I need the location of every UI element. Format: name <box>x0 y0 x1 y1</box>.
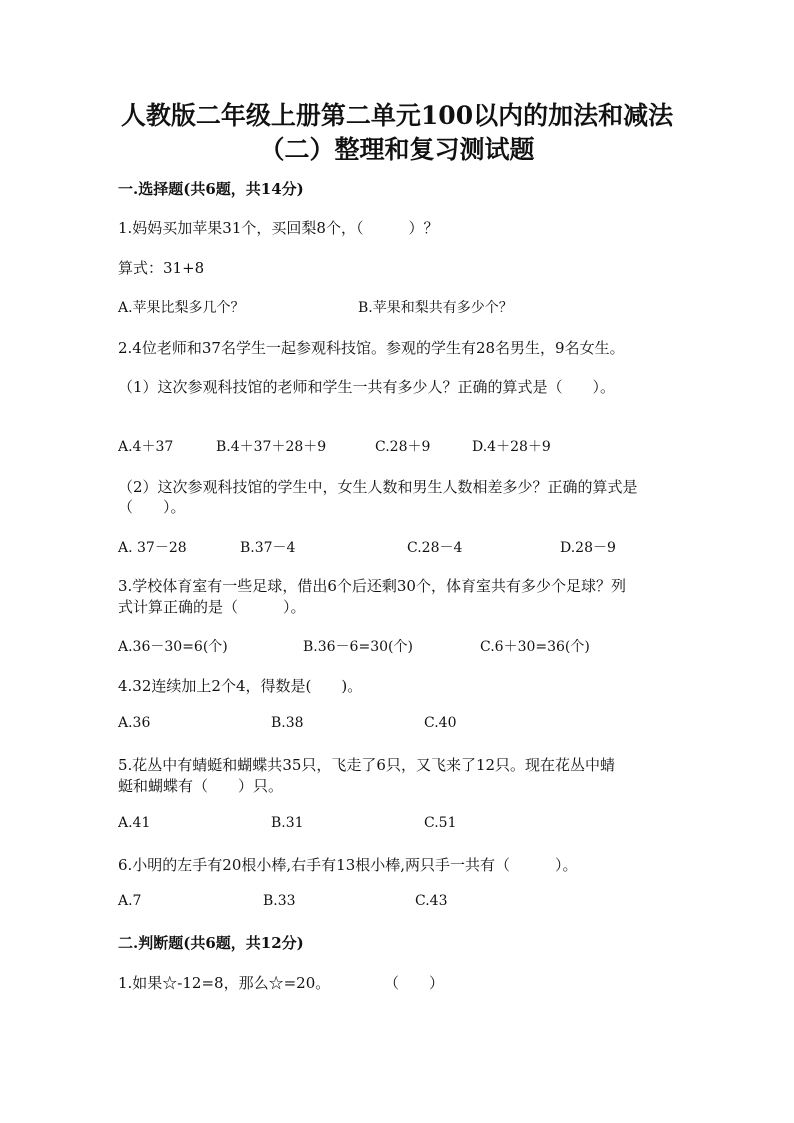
q5-line-1: 5.花丛中有蜻蜓和蝴蝶共35只，飞走了6只，又飞来了12只。现在花丛中蜻 <box>118 756 616 774</box>
title-line-2: （二）整理和复习测试题 <box>259 135 535 164</box>
q2-stem: 2.4位老师和37名学生一起参观科技馆。参观的学生有28名男生，9名女生。 <box>118 339 625 357</box>
q4-stem: 4.32连续加上2个4，得数是( )。 <box>118 677 363 695</box>
q6-option-a[interactable]: A.7 <box>118 893 142 909</box>
q2-sub1: （1）这次参观科技馆的老师和学生一共有多少人？正确的算式是（ ）。 <box>118 378 616 396</box>
q3-option-c[interactable]: C.6＋30=36(个) <box>480 639 590 655</box>
section-2-heading: 二.判断题(共6题，共12分) <box>118 934 304 952</box>
q1-option-a[interactable]: A.苹果比梨多几个？ <box>118 300 245 316</box>
q2-sub1-option-c[interactable]: C.28＋9 <box>375 439 431 455</box>
q4-option-a[interactable]: A.36 <box>118 715 151 731</box>
q1-option-b[interactable]: B.苹果和梨共有多少个？ <box>358 300 513 316</box>
q5-option-b[interactable]: B.31 <box>271 815 304 831</box>
q2-sub2-line-1: （2）这次参观科技馆的学生中，女生人数和男生人数相差多少？正确的算式是 <box>118 478 638 496</box>
q3-option-a[interactable]: A.36－30=6(个) <box>118 639 228 655</box>
q6-stem: 6.小明的左手有20根小棒,右手有13根小棒,两只手一共有（ ）。 <box>118 856 578 874</box>
q5-line-2: 蜓和蝴蝶有（ ）只。 <box>118 777 284 795</box>
title-line-1: 人教版二年级上册第二单元100以内的加法和减法 <box>120 101 674 130</box>
q2-sub1-option-d[interactable]: D.4＋28＋9 <box>472 439 551 455</box>
q2-sub2-option-a[interactable]: A. 37－28 <box>118 540 187 556</box>
q2-sub1-option-a[interactable]: A.4＋37 <box>118 439 174 455</box>
s2-q1-stem: 1.如果☆-12=8，那么☆=20。 <box>118 974 331 992</box>
q1-formula: 算式：31+8 <box>118 259 205 277</box>
q4-option-c[interactable]: C.40 <box>424 715 457 731</box>
q6-option-c[interactable]: C.43 <box>415 893 448 909</box>
section-1-heading: 一.选择题(共6题，共14分) <box>118 180 304 198</box>
q2-sub2-option-d[interactable]: D.28－9 <box>560 540 616 556</box>
q5-option-c[interactable]: C.51 <box>424 815 457 831</box>
s2-q1-answer-blank[interactable]: （ ） <box>384 974 445 992</box>
q3-line-1: 3.学校体育室有一些足球，借出6个后还剩30个，体育室共有多少个足球？列 <box>118 577 626 595</box>
q2-sub1-option-b[interactable]: B.4＋37＋28＋9 <box>216 439 327 455</box>
q5-option-a[interactable]: A.41 <box>118 815 151 831</box>
q3-line-2: 式计算正确的是（ ）。 <box>118 598 306 616</box>
q6-option-b[interactable]: B.33 <box>263 893 296 909</box>
q1-stem: 1.妈妈买加苹果31个，买回梨8个，（ ）？ <box>118 219 439 237</box>
q2-sub2-option-b[interactable]: B.37－4 <box>240 540 296 556</box>
q2-sub2-option-c[interactable]: C.28－4 <box>407 540 463 556</box>
q3-option-b[interactable]: B.36－6=30(个) <box>303 639 413 655</box>
q2-sub2-line-2: （ ）。 <box>118 498 186 516</box>
q4-option-b[interactable]: B.38 <box>271 715 304 731</box>
